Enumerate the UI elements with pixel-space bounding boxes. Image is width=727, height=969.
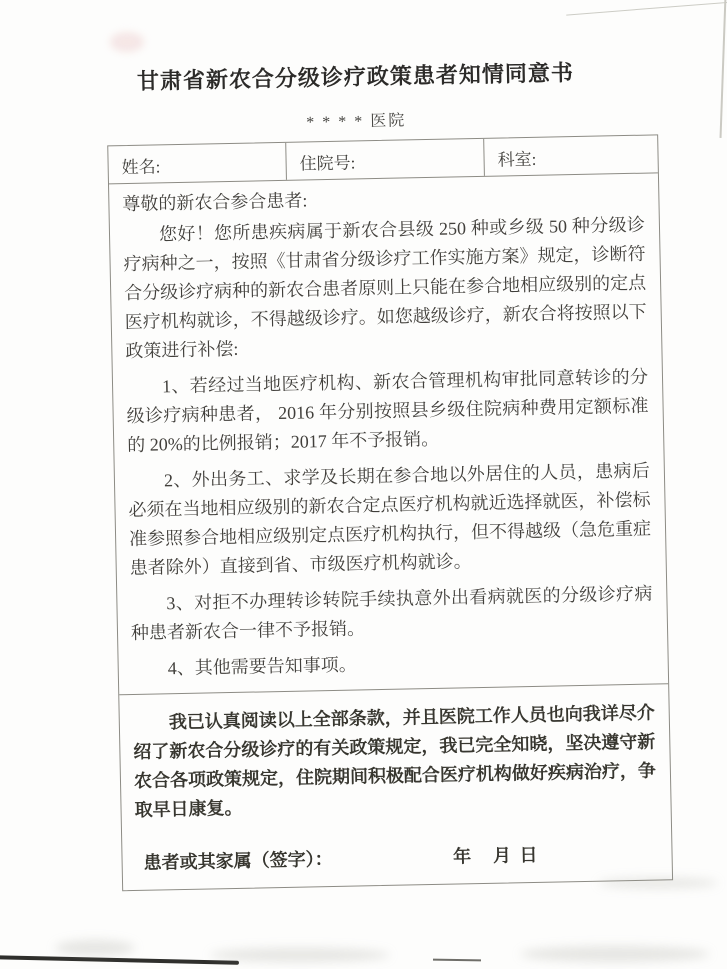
page-title: 甘肃省新农合分级诊疗政策患者知情同意书 (136, 60, 575, 94)
department-field (484, 135, 658, 175)
policy-item-1: 1、若经过当地医疗机构、新农合管理机构审批同意转诊的分级诊疗病种患者， 2016 年分别按照县乡级住院病种费用定额标准的 20%的比例报销；2017 年不予报销。 (126, 366, 649, 456)
intro-paragraph: 您好！您所患疾病属于新农合县级 250 种或乡级 50 种分级诊疗病种之一，按照《甘肃省分级诊疗工作实施方案》规定，诊断符合分级诊疗病种的新农合患者原则上只能在参合地相应级别的定点医疗机构就诊，不得越级诊疗。如您越级诊疗，新农合将按照以下政策进行补偿: (123, 214, 647, 362)
name-field (108, 143, 287, 184)
hospital-name-line: * * * * 医院 (306, 112, 407, 132)
policy-body-cell (109, 173, 668, 694)
acknowledgment-statement: 我已认真阅读以上全部条款，并且医院工作人员也向我详尽介绍了新农合分级诊疗的有关政策规定，我已完全知晓，坚决遵守新农合各项政策规定，住院期间积极配合医疗机构做好疾病治疗，争取早日康复。 (133, 702, 657, 820)
admission-number-label: 住院号: (299, 153, 356, 174)
department-label: 科室: (497, 149, 537, 170)
acknowledgment-cell (119, 683, 672, 890)
policy-item-4: 4、其他需要告知事项。 (167, 654, 357, 679)
date-label: 年 月 日 (452, 844, 540, 867)
admission-number-field (286, 139, 485, 180)
paper-edge-line-right (720, 0, 727, 138)
salutation: 尊敬的新农合参合患者: (122, 190, 308, 215)
name-field-label: 姓名: (121, 157, 161, 178)
signature-label: 患者或其家属（签字）： (143, 849, 333, 873)
consent-form-table (107, 134, 673, 891)
policy-item-2: 2、外出务工、求学及长期在参合地以外居住的人员，患病后必须在当地相应级别的新农合定点医疗机构就近选择就医，补偿标准参照参合地相应级别定点医疗机构执行，但不得越级（急危重症患者除外）直接到省、市级医疗机构就诊。 (128, 460, 652, 579)
signature-row (135, 839, 657, 878)
policy-item-3: 3、对拒不办理转诊转院手续执意外出看病就医的分级诊疗病种患者新农合一律不予报销。 (130, 583, 653, 644)
